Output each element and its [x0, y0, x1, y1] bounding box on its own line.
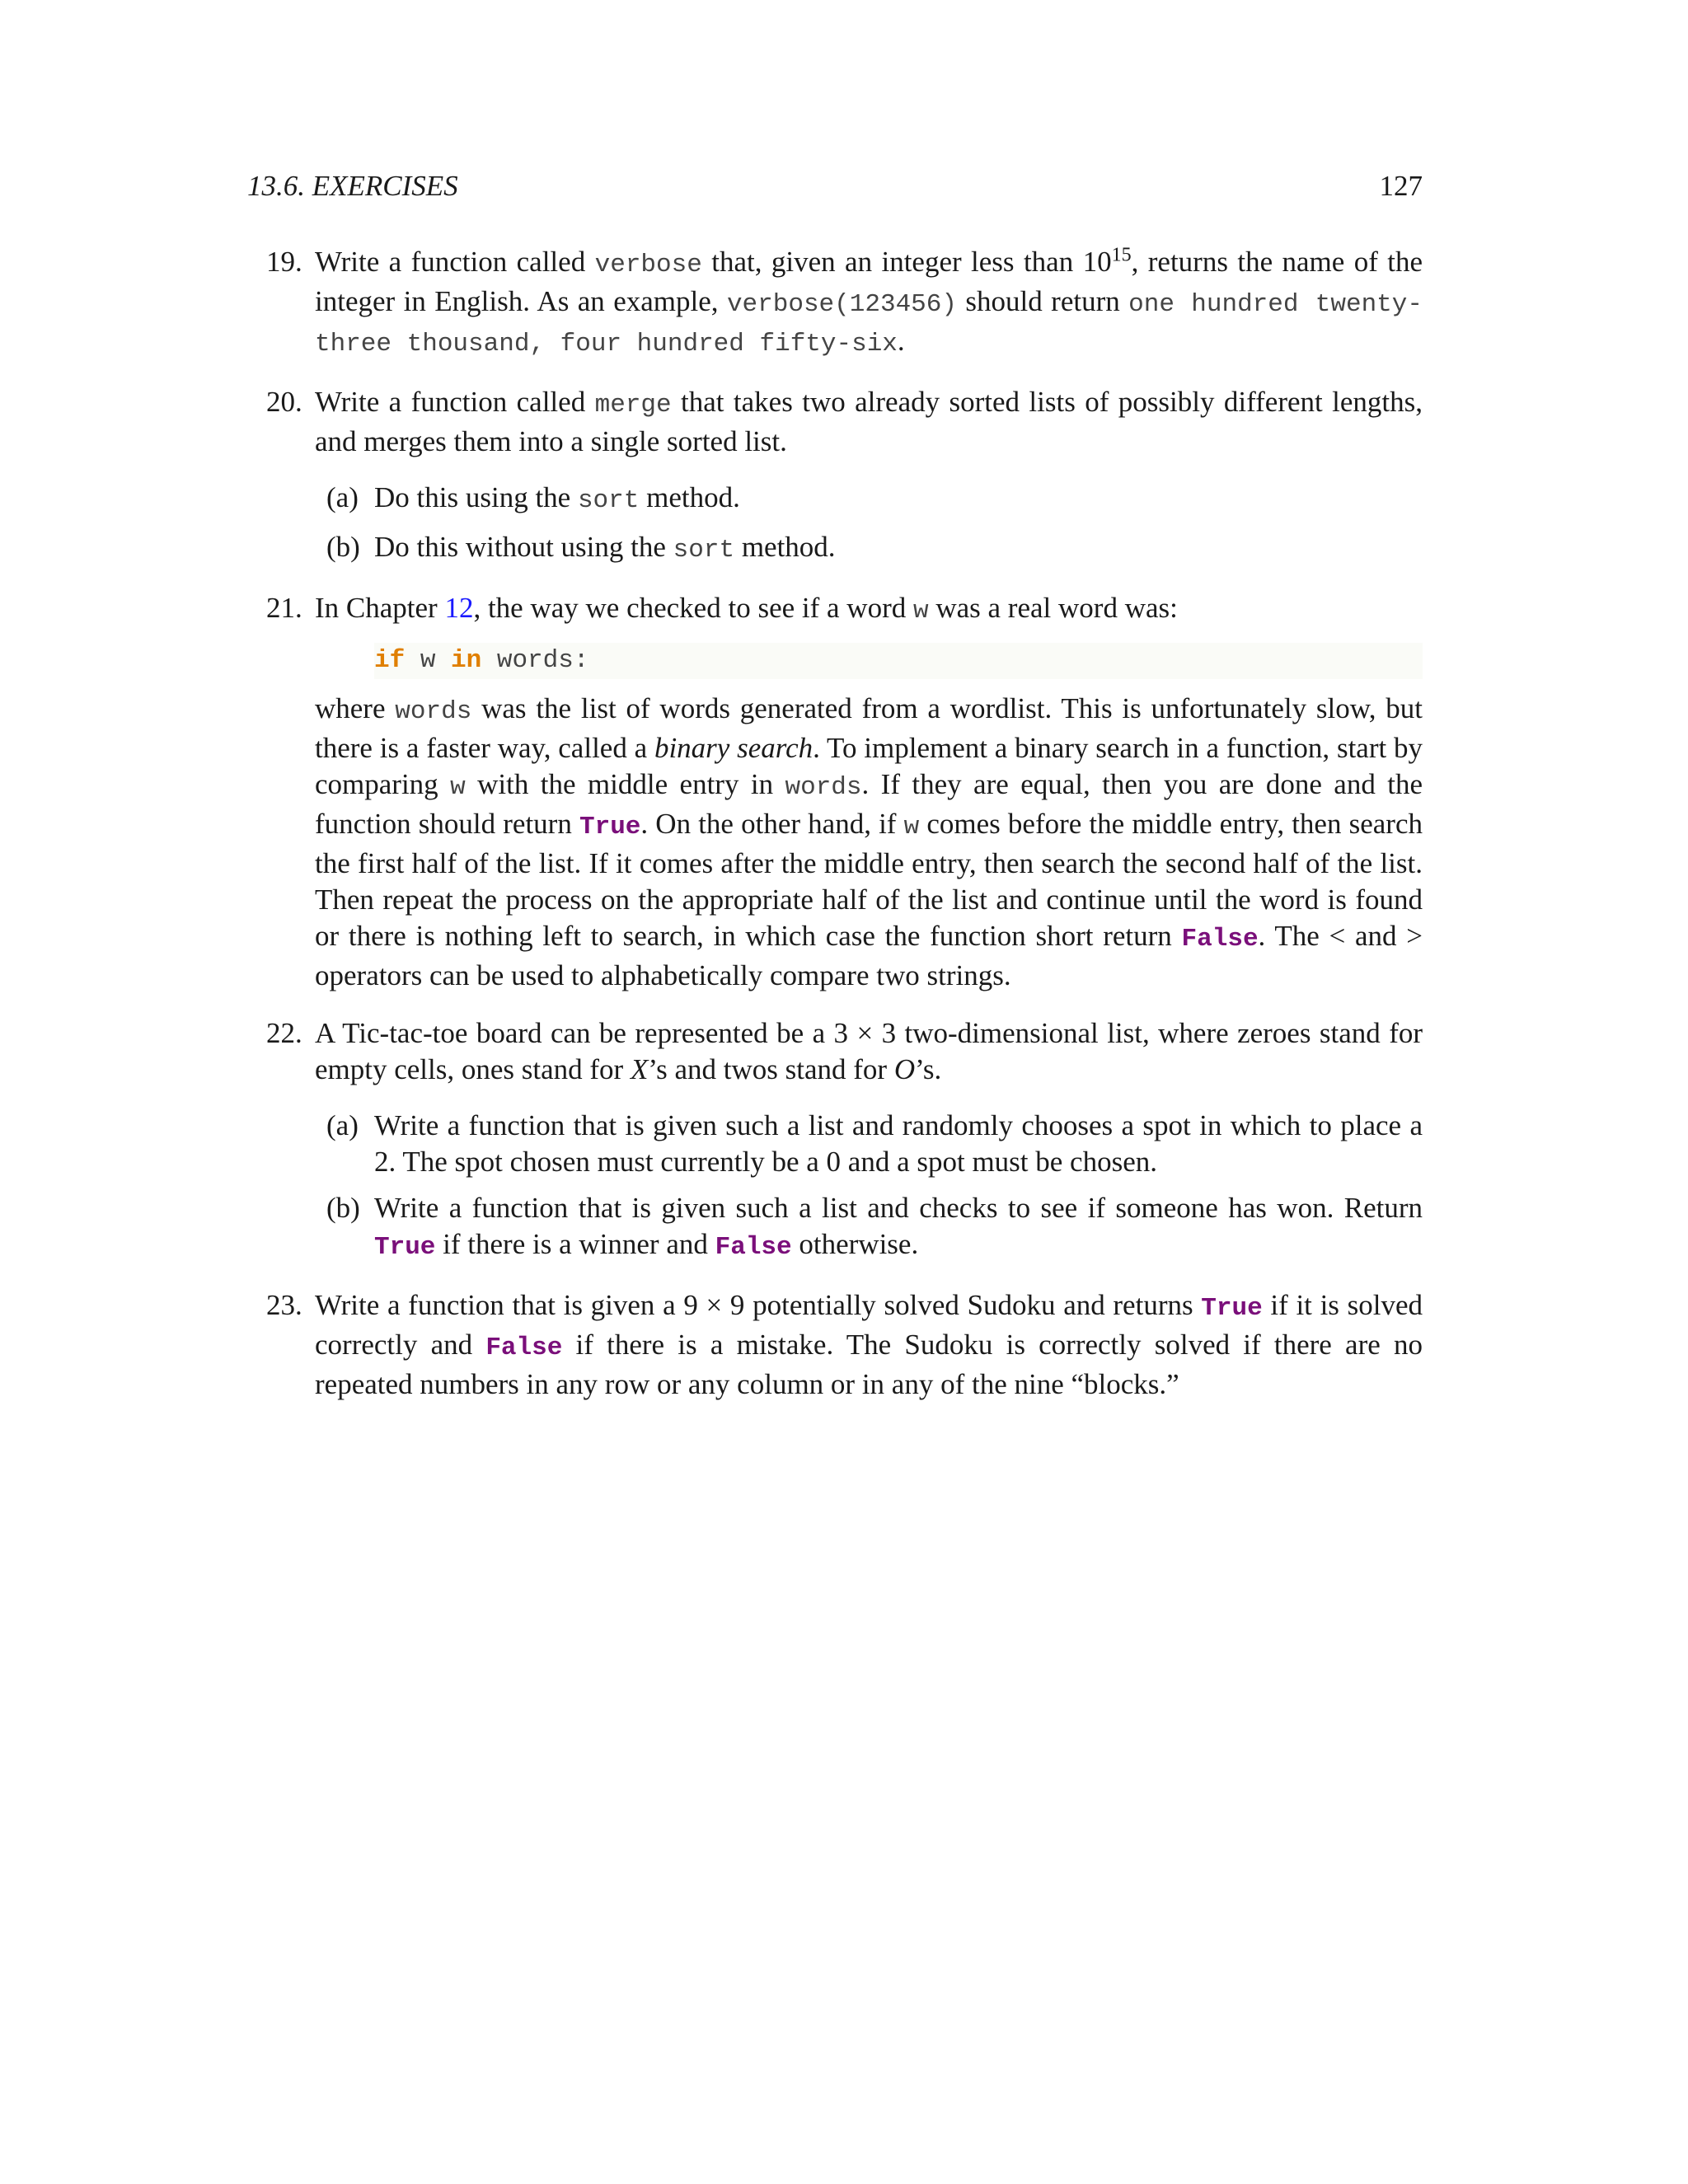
sub-item-label: (b) — [326, 1192, 360, 1224]
sub-items — [315, 1108, 1423, 1266]
exercise-list — [247, 244, 1423, 1403]
inline-code: verbose — [594, 251, 702, 279]
text: if there is a winner and — [435, 1228, 715, 1260]
text: was the list of words generated from a wordlist. This is unfortunately slow, but there is a faster way, called a — [315, 692, 1423, 764]
sub-item-label: (a) — [326, 481, 359, 513]
sub-item-b — [315, 1190, 1423, 1266]
inline-code: w — [912, 597, 929, 626]
superscript: 15 — [1111, 244, 1132, 266]
inline-code: w — [903, 813, 920, 841]
inline-code: w — [450, 773, 466, 802]
inline-code: one hundred twenty-three thousand, four hundred fifty-six — [315, 290, 1423, 359]
text: Write a function called — [315, 386, 595, 418]
sub-item-a — [315, 1108, 1423, 1180]
exercise-text — [315, 590, 1423, 630]
keyword-false: False — [485, 1333, 563, 1362]
keyword-true: True — [1201, 1294, 1263, 1323]
text: Write a function that is given such a list and randomly chooses a spot in which to place a 2. The spot chosen must currently be a 0 and a spot must be chosen. — [374, 1109, 1423, 1178]
inline-code: sort — [673, 536, 735, 565]
emphasis: X — [630, 1053, 649, 1085]
text: Do this using the — [374, 481, 578, 513]
text: method. — [734, 531, 836, 563]
text: if it is solved correctly and — [315, 1289, 1423, 1361]
text: . — [897, 325, 905, 357]
emphasis: O — [893, 1053, 916, 1085]
text: Write a function that is given a 9 × 9 potentially solved Sudoku and returns — [315, 1289, 1202, 1321]
exercise-23 — [247, 1287, 1423, 1403]
sub-item-label: (b) — [326, 531, 360, 563]
exercise-22 — [247, 1015, 1423, 1266]
exercise-number: 20. — [266, 386, 302, 418]
text: . If they are equal, then you are done and the function should return — [315, 768, 1423, 840]
inline-code: merge — [594, 391, 672, 419]
exercise-number: 23. — [266, 1289, 302, 1321]
text: should return — [956, 285, 1129, 317]
exercise-number: 21. — [266, 592, 302, 624]
exercise-number: 22. — [266, 1017, 302, 1049]
exercise-text — [315, 244, 1423, 363]
text: Write a function called — [315, 246, 595, 278]
exercise-paragraph — [315, 691, 1423, 994]
exercise-number: 19. — [266, 246, 302, 278]
section-title: 13.6. EXERCISES — [247, 170, 458, 202]
code-text: w — [405, 646, 452, 675]
emphasis: binary search — [654, 732, 814, 764]
code-keyword: if — [374, 646, 406, 675]
text: that, given an integer less than 10 — [701, 246, 1112, 278]
text: A Tic-tac-toe board can be represented be a 3 × 3 two-dimensional list, where zeroes stand for empty cells, ones stand for — [315, 1017, 1423, 1085]
exercise-text — [315, 1015, 1423, 1088]
text: was a real word was: — [928, 592, 1178, 624]
text: method. — [639, 481, 740, 513]
inline-code: words — [395, 697, 472, 726]
inline-code: words — [785, 773, 862, 802]
keyword-true: True — [374, 1233, 436, 1262]
keyword-true: True — [579, 813, 641, 841]
text: , the way we checked to see if a word — [473, 592, 913, 624]
text: Do this without using the — [374, 531, 673, 563]
text: where — [315, 692, 396, 724]
exercise-21 — [247, 590, 1423, 994]
text: In Chapter — [315, 592, 445, 624]
keyword-false: False — [715, 1233, 792, 1262]
code-block — [374, 643, 1423, 679]
text: , returns the name of the integer in English. As an example, — [315, 246, 1423, 317]
exercise-20 — [247, 384, 1423, 569]
text: ’s and twos stand for — [648, 1053, 894, 1085]
code-keyword: in — [451, 646, 482, 675]
running-header — [247, 170, 1423, 209]
page-number: 127 — [1379, 170, 1423, 202]
text: . To implement a binary search in a function, start by comparing — [315, 732, 1423, 800]
exercise-text — [315, 384, 1423, 460]
text: Write a function that is given such a list and checks to see if someone has won. Return — [374, 1192, 1423, 1224]
sub-item-label: (a) — [326, 1109, 359, 1141]
code-text: words: — [481, 646, 589, 675]
inline-code: verbose(123456) — [726, 290, 957, 319]
text: . The < and > operators can be used to alphabetically compare two strings. — [315, 920, 1423, 991]
text: ’s. — [915, 1053, 942, 1085]
sub-item-b — [315, 529, 1423, 569]
text: that takes two already sorted lists of possibly different lengths, and merges them into a single sorted list. — [315, 386, 1423, 457]
text: with the middle entry in — [465, 768, 785, 800]
text: comes before the middle entry, then search the first half of the list. If it comes after the middle entry, then search the second half of the list. Then repeat the process on the appropriate half of the list and continue until the word is found or there is nothing left to search, in which case the function short return — [315, 808, 1423, 952]
sub-item-a — [315, 480, 1423, 519]
keyword-false: False — [1181, 925, 1259, 954]
text: otherwise. — [791, 1228, 919, 1260]
text: . On the other hand, if — [640, 808, 904, 840]
sub-items — [315, 480, 1423, 569]
chapter-link[interactable]: 12 — [444, 592, 474, 624]
exercise-text — [315, 1287, 1423, 1403]
text: if there is a mistake. The Sudoku is correctly solved if there are no repeated numbers in any row or any column or in any of the nine “blocks.” — [315, 1329, 1423, 1400]
exercise-19 — [247, 244, 1423, 363]
inline-code: sort — [577, 486, 640, 515]
